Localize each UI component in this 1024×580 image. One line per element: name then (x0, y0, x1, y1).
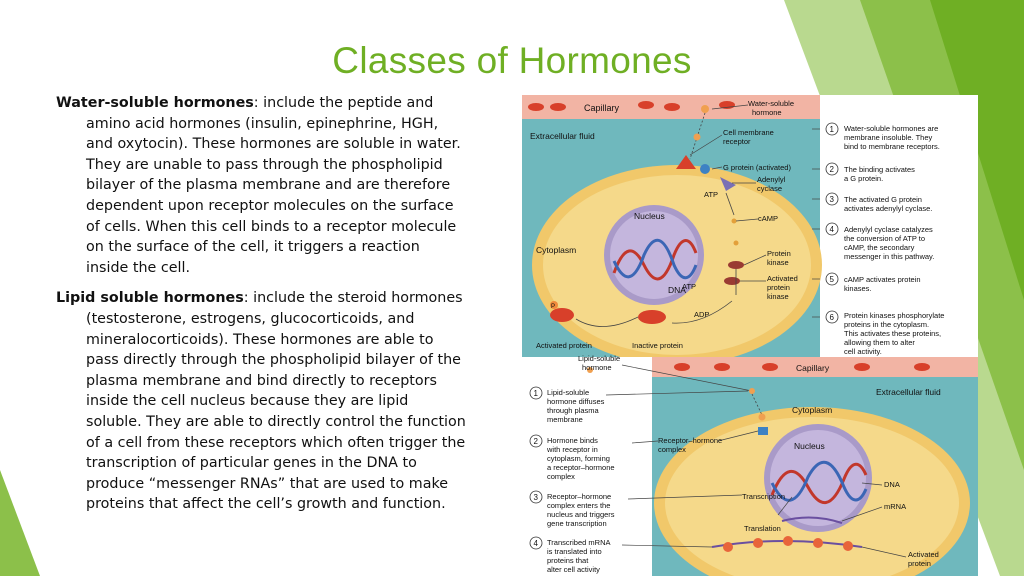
adenylyl-label-l1: Adenylyl (757, 175, 786, 184)
dna-label: DNA (884, 480, 900, 489)
paragraph-term: Water-soluble hormones (56, 95, 254, 111)
step-text: proteins that (547, 556, 589, 565)
step-text: The binding activates (844, 165, 915, 174)
step-text: through plasma (547, 406, 599, 415)
hormone-mechanism-diagram (522, 95, 978, 576)
step-text: This activates these proteins, (844, 329, 942, 338)
step-text: the conversion of ATP to (844, 234, 926, 243)
receptor-label-l1: Cell membrane (723, 128, 774, 137)
dna-label: DNA (668, 285, 686, 295)
step-text: alter cell activity (547, 565, 600, 574)
receptor-label-l2: receptor (723, 137, 751, 146)
step-text: with receptor in (547, 445, 598, 454)
step-text: cell activity. (844, 347, 882, 356)
protein-kinase-label-l1: Protein (767, 249, 791, 258)
step-text: Hormone binds (547, 436, 598, 445)
activated-kinase-label-l3: kinase (767, 292, 789, 301)
transcription-label: Transcription (742, 492, 786, 501)
step-text: Protein kinases phosphorylate (844, 311, 945, 320)
step-text: Lipid-soluble (547, 388, 590, 397)
activated-protein-label-l1: Activated (908, 550, 939, 559)
activated-kinase-label-l2: protein (767, 283, 790, 292)
step-text: The activated G protein (844, 195, 922, 204)
step-text: a receptor–hormone (547, 463, 615, 472)
step-text: messenger in this pathway. (844, 252, 935, 261)
step-text: hormone diffuses (547, 397, 605, 406)
g-protein (700, 164, 710, 174)
step-text: allowing them to alter (844, 338, 915, 347)
step-text: nucleus and triggers (547, 510, 615, 519)
step-text: cytoplasm, forming (547, 454, 610, 463)
capillary-label: Capillary (796, 363, 830, 373)
extracellular-label: Extracellular fluid (876, 387, 941, 397)
cytoplasm-label: Cytoplasm (536, 245, 577, 255)
water-soluble-panel (522, 95, 978, 365)
hormone-label-l2: hormone (752, 108, 782, 117)
g-protein-label: G protein (activated) (723, 163, 791, 172)
step-number: 3 (829, 195, 834, 204)
paragraph-term: Lipid soluble hormones (56, 290, 244, 307)
inactive-protein-label: Inactive protein (632, 341, 683, 350)
adp-label: ADP (694, 310, 710, 319)
step-number: 4 (829, 225, 834, 234)
step-text: cAMP, the secondary (844, 243, 915, 252)
camp-label: cAMP (758, 214, 779, 223)
step-text: Receptor–hormone (547, 492, 612, 501)
hormone-molecule (701, 105, 709, 113)
atp2-label: ATP (682, 282, 697, 291)
step-text: kinases. (844, 284, 872, 293)
step-text: proteins in the cytoplasm. (844, 320, 930, 329)
step-text: Transcribed mRNA (547, 538, 611, 547)
paragraph-water-soluble (56, 93, 466, 278)
protein-kinase-label-l2: kinase (767, 258, 789, 267)
body-text (56, 93, 466, 525)
phosphate-label: P (551, 304, 556, 310)
adenylyl-label-l2: cyclase (757, 184, 783, 193)
step-text: complex (547, 472, 575, 481)
paragraph-lipid-soluble (56, 288, 466, 515)
extracellular-label: Extracellular fluid (530, 131, 595, 141)
nucleus-label: Nucleus (794, 441, 825, 451)
accent-shape-bottom-left (0, 470, 40, 576)
lipid-soluble-panel (522, 354, 978, 576)
receptor-complex-label-l2: complex (658, 445, 686, 454)
hormone-label-l2: hormone (582, 363, 612, 372)
step-text: Adenylyl cyclase catalyzes (844, 225, 933, 234)
step-text: membrane (547, 415, 583, 424)
activated-protein (550, 308, 574, 322)
step-text: cAMP activates protein (844, 275, 921, 284)
step-text: is translated into (547, 547, 602, 556)
step-text: gene transcription (547, 519, 607, 528)
capillary-label: Capillary (584, 103, 620, 113)
translation-label: Translation (744, 524, 781, 533)
inactive-protein (638, 310, 666, 324)
step-text: activates adenylyl cyclase. (844, 204, 933, 213)
step-number: 1 (533, 389, 538, 398)
hormone-label-l1: Water-soluble (748, 99, 794, 108)
step-text: Water-soluble hormones are (844, 124, 939, 133)
hormone-label-l1: Lipid-soluble (578, 354, 621, 363)
nucleus-label: Nucleus (634, 211, 665, 221)
step-text: complex enters the (547, 501, 611, 510)
receptor-hormone-complex (758, 427, 768, 435)
protein-kinase (728, 261, 744, 269)
paragraph-text: : include the steroid hormones (testosterone, estrogens, glucocorticoids, and mineralocorticoids). These hormones are able to pass directly through the phospholipid bilayer of the plasma membrane and bind directly to receptors inside the cell nucleus because they are lipid soluble. They are able to directly control the function of a cell from these receptors which often trigger the transcription of particular genes in the DNA to produce “messenger RNAs” that are used to make proteins that affect the cell’s growth and function. (86, 290, 466, 513)
step-number: 5 (829, 275, 834, 284)
step-text: bind to membrane receptors. (844, 142, 940, 151)
receptor-complex-label-l1: Receptor–hormone (658, 436, 723, 445)
step-number: 1 (829, 125, 834, 134)
mrna-label: mRNA (884, 502, 907, 511)
activated-protein-label-l2: protein (908, 559, 931, 568)
step-text: membrane insoluble. They (844, 133, 933, 142)
paragraph-text: : include the peptide and amino acid hormones (insulin, epinephrine, HGH, and oxytocin). These hormones are soluble in water. They are unable to pass through the phospholipid bilayer of the plasma membrane and are therefore dependent upon receptor molecules on the surface of cells. When this cell binds to a receptor molecule on the surface of the cell, it triggers a reaction inside the cell. (86, 95, 461, 276)
activated-protein-label: Activated protein (536, 341, 592, 350)
atp-label: ATP (704, 190, 719, 199)
step-number: 2 (829, 165, 834, 174)
cytoplasm-label: Cytoplasm (792, 405, 833, 415)
step-number: 2 (533, 437, 538, 446)
step-number: 6 (829, 313, 834, 322)
activated-kinase-label-l1: Activated (767, 274, 798, 283)
ribosome (723, 542, 733, 552)
step-number: 3 (533, 493, 538, 502)
step-text: a G protein. (844, 174, 884, 183)
step-number: 4 (533, 539, 538, 548)
slide-title: Classes of Hormones (332, 40, 692, 81)
